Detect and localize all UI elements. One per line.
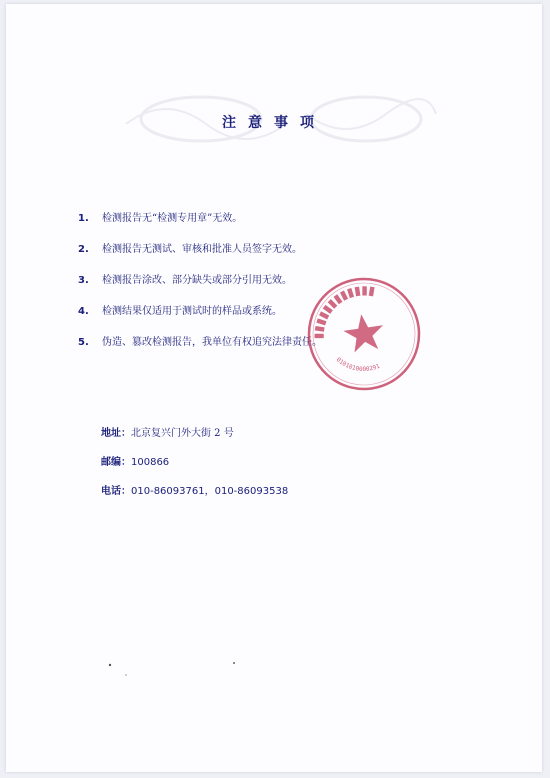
page-title: 注意事项 <box>222 115 326 131</box>
phone-label: 电话： <box>101 486 131 497</box>
scan-specks <box>106 659 246 679</box>
seal-stamp <box>304 274 424 394</box>
list-item <box>78 271 322 302</box>
document-page <box>6 4 542 772</box>
list-item <box>78 209 322 240</box>
list-item <box>78 302 322 333</box>
note-number: 2. <box>78 244 89 255</box>
address-value: 北京复兴门外大街 2 号 <box>131 428 234 439</box>
note-text: 检测报告涂改、部分缺失或部分引用无效。 <box>102 275 292 286</box>
address-row <box>101 424 288 453</box>
phone-value: 010-86093761，010-86093538 <box>131 486 289 497</box>
seal-number: 0101010000291 <box>334 356 381 373</box>
note-number: 4. <box>78 306 89 317</box>
postcode-row <box>101 453 288 482</box>
notes-list <box>78 209 322 364</box>
note-text: 检测报告无“检测专用章”无效。 <box>102 213 243 224</box>
note-number: 1. <box>78 213 89 224</box>
note-number: 5. <box>78 337 89 348</box>
phone-row <box>101 482 288 511</box>
svg-text:▮▮▮▮▮▮▮▮▮▮▮▮: ▮▮▮▮▮▮▮▮▮▮▮▮ <box>311 282 377 340</box>
note-text: 检测报告无测试、审核和批准人员签字无效。 <box>102 244 302 255</box>
note-number: 3. <box>78 275 89 286</box>
postcode-label: 邮编： <box>101 457 131 468</box>
address-label: 地址： <box>101 428 131 439</box>
note-text: 检测结果仅适用于测试时的样品或系统。 <box>102 306 282 317</box>
list-item <box>78 333 322 364</box>
contact-info <box>101 424 288 511</box>
list-item <box>78 240 322 271</box>
note-text: 伪造、篡改检测报告，我单位有权追究法律责任。 <box>102 337 322 348</box>
postcode-value: 100866 <box>131 457 170 468</box>
